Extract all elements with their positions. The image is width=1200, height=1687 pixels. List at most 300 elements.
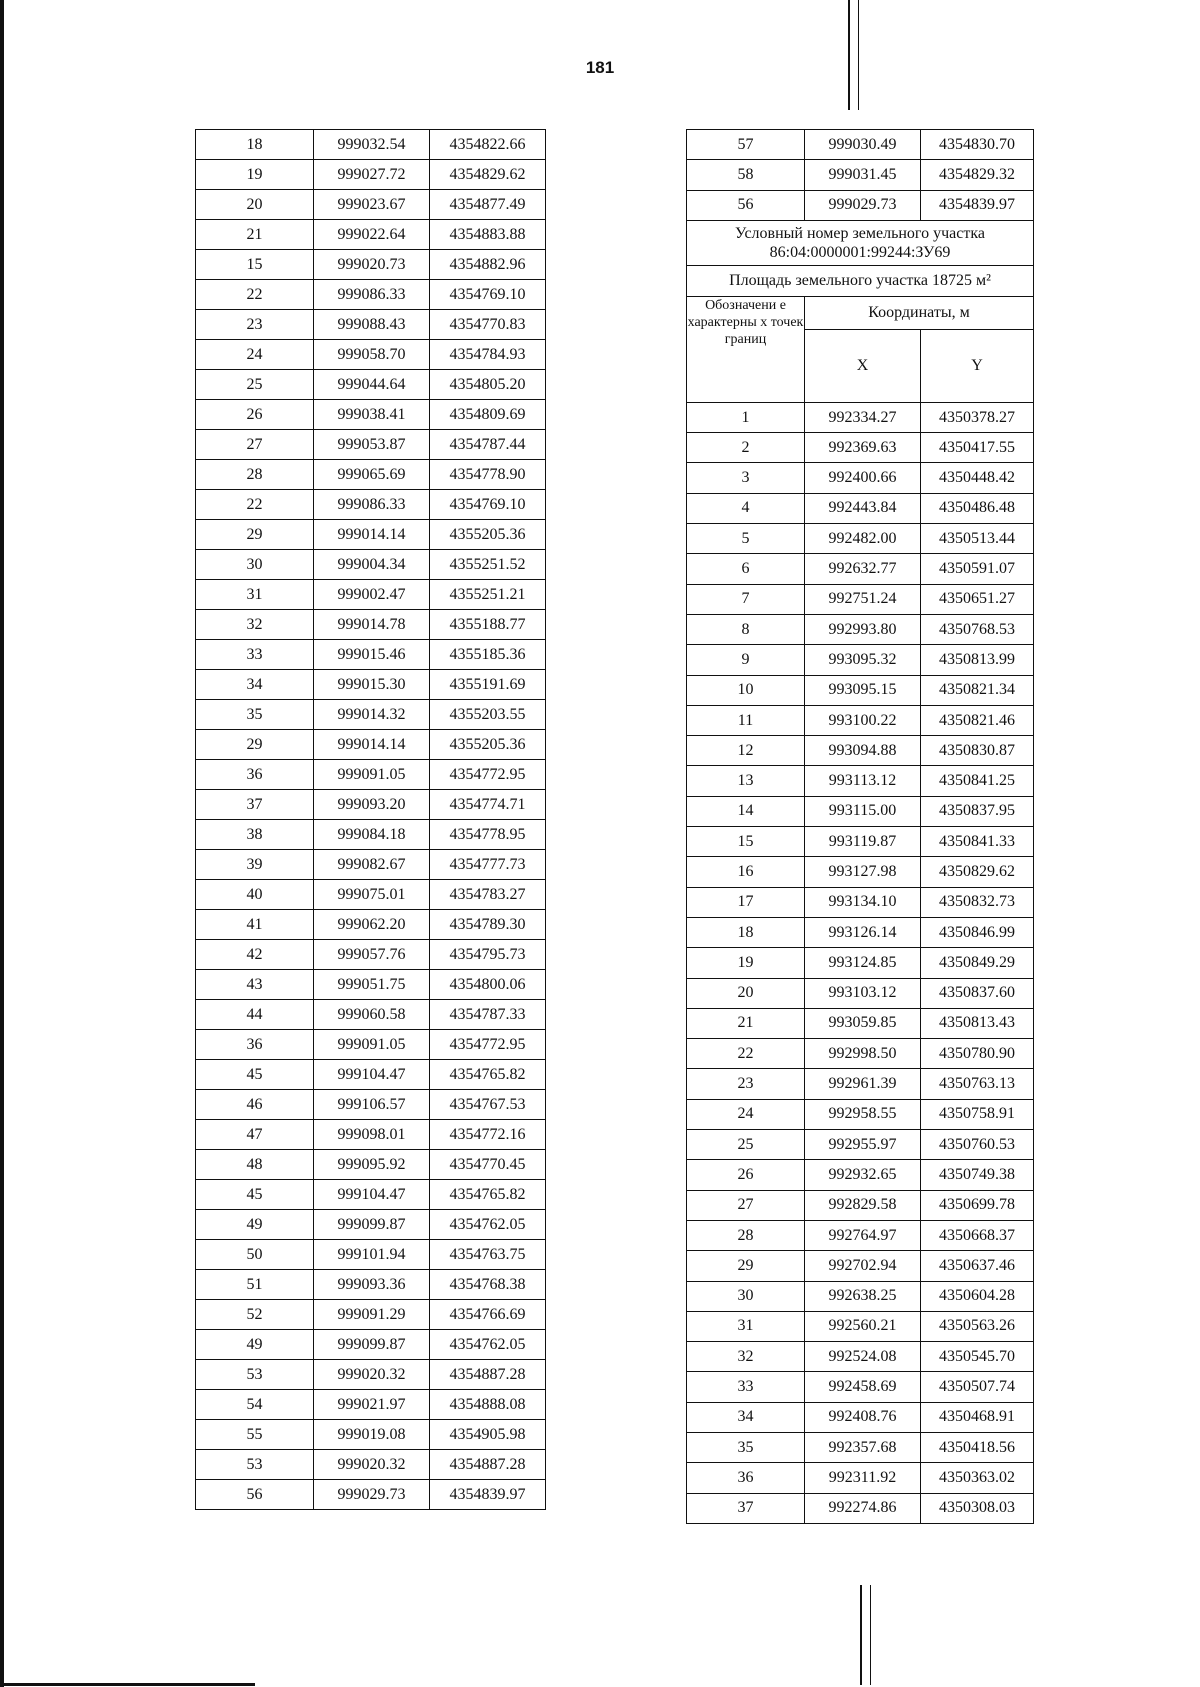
- table-row: [687, 493, 1034, 523]
- y-coordinate: 4354809.69: [430, 400, 546, 430]
- x-coordinate: 993095.15: [805, 675, 921, 705]
- left-table-body: [196, 130, 546, 1510]
- table-row: [687, 1493, 1034, 1523]
- table-row: [687, 1402, 1034, 1432]
- x-coordinate: 999095.92: [314, 1150, 430, 1180]
- table-row: [687, 1372, 1034, 1402]
- coordinates-header: Координаты, м: [805, 296, 1034, 329]
- x-coordinate: 992369.63: [805, 433, 921, 463]
- x-coordinate: 992560.21: [805, 1311, 921, 1341]
- point-number: 26: [687, 1160, 805, 1190]
- x-coordinate: 999053.87: [314, 430, 430, 460]
- x-coordinate: 993113.12: [805, 766, 921, 796]
- table-row: [687, 160, 1034, 190]
- x-coordinate: 999104.47: [314, 1180, 430, 1210]
- x-coordinate: 999086.33: [314, 280, 430, 310]
- y-coordinate: 4354882.96: [430, 250, 546, 280]
- table-row: [196, 730, 546, 760]
- plot-title: Условный номер земельного участка 86:04:0000001:99244:ЗУ69: [687, 220, 1034, 265]
- y-coordinate: 4350832.73: [921, 887, 1034, 917]
- table-row: [687, 1281, 1034, 1311]
- point-number: 20: [196, 190, 314, 220]
- x-coordinate: 999004.34: [314, 550, 430, 580]
- table-row: [687, 705, 1034, 735]
- plot-area-row: [687, 265, 1034, 296]
- point-number: 52: [196, 1300, 314, 1330]
- y-coordinate: 4350418.56: [921, 1432, 1034, 1462]
- table-row: [196, 190, 546, 220]
- x-coordinate: 999093.36: [314, 1270, 430, 1300]
- point-number: 36: [196, 760, 314, 790]
- x-coordinate: 992334.27: [805, 402, 921, 432]
- y-coordinate: 4354762.05: [430, 1330, 546, 1360]
- point-number: 36: [687, 1463, 805, 1493]
- table-row: [196, 1450, 546, 1480]
- table-row: [687, 130, 1034, 160]
- y-coordinate: 4354777.73: [430, 850, 546, 880]
- x-coordinate: 999099.87: [314, 1330, 430, 1360]
- y-coordinate: 4350846.99: [921, 917, 1034, 947]
- x-coordinate: 993119.87: [805, 827, 921, 857]
- page-number: 181: [585, 58, 615, 77]
- bottom-edge-line: [0, 1683, 255, 1686]
- x-coordinate: 992311.92: [805, 1463, 921, 1493]
- point-number: 4: [687, 493, 805, 523]
- x-coordinate: 999030.49: [805, 130, 921, 160]
- y-coordinate: 4354784.93: [430, 340, 546, 370]
- point-number: 45: [196, 1060, 314, 1090]
- x-coordinate: 999093.20: [314, 790, 430, 820]
- y-coordinate: 4350829.62: [921, 857, 1034, 887]
- table-row: [196, 790, 546, 820]
- x-coordinate: 992482.00: [805, 524, 921, 554]
- x-coordinate: 999002.47: [314, 580, 430, 610]
- x-coordinate: 999057.76: [314, 940, 430, 970]
- y-coordinate: 4354763.75: [430, 1240, 546, 1270]
- point-number: 50: [196, 1240, 314, 1270]
- table-row: [196, 1420, 546, 1450]
- point-number: 28: [687, 1220, 805, 1250]
- x-coordinate: 999106.57: [314, 1090, 430, 1120]
- x-coordinate: 992408.76: [805, 1402, 921, 1432]
- x-coordinate: 992998.50: [805, 1039, 921, 1069]
- x-coordinate: 999014.32: [314, 700, 430, 730]
- table-row: [196, 430, 546, 460]
- x-coordinate: 992958.55: [805, 1099, 921, 1129]
- y-coordinate: 4350604.28: [921, 1281, 1034, 1311]
- table-row: [687, 827, 1034, 857]
- x-coordinate: 999038.41: [314, 400, 430, 430]
- point-number: 15: [687, 827, 805, 857]
- y-coordinate: 4350591.07: [921, 554, 1034, 584]
- y-coordinate: 4354839.97: [921, 190, 1034, 220]
- table-row: [687, 190, 1034, 220]
- point-number: 39: [196, 850, 314, 880]
- point-number: 29: [196, 730, 314, 760]
- table-row: [196, 1150, 546, 1180]
- table-row: [687, 887, 1034, 917]
- point-number: 8: [687, 614, 805, 644]
- table-row: [196, 820, 546, 850]
- y-coordinate: 4354789.30: [430, 910, 546, 940]
- x-coordinate: 999023.67: [314, 190, 430, 220]
- x-coordinate: 993127.98: [805, 857, 921, 887]
- table-row: [687, 1311, 1034, 1341]
- table-row: [687, 1190, 1034, 1220]
- table-row: [687, 1342, 1034, 1372]
- y-coordinate: 4354772.16: [430, 1120, 546, 1150]
- y-coordinate: 4350637.46: [921, 1251, 1034, 1281]
- x-coordinate: 999075.01: [314, 880, 430, 910]
- table-row: [196, 700, 546, 730]
- x-coordinate: 999086.33: [314, 490, 430, 520]
- point-number: 21: [687, 1008, 805, 1038]
- point-number: 25: [196, 370, 314, 400]
- y-coordinate: 4354829.32: [921, 160, 1034, 190]
- x-coordinate: 999029.73: [314, 1480, 430, 1510]
- table-row: [687, 1432, 1034, 1462]
- table-row: [687, 1130, 1034, 1160]
- point-number: 35: [196, 700, 314, 730]
- point-number: 13: [687, 766, 805, 796]
- boundary-points-header: Обозначени е характерны х точек границ: [687, 296, 805, 402]
- x-coordinate: 999091.29: [314, 1300, 430, 1330]
- binding-line-bottom-2: [870, 1585, 871, 1685]
- y-coordinate: 4354805.20: [430, 370, 546, 400]
- point-number: 54: [196, 1390, 314, 1420]
- table-row: [196, 1390, 546, 1420]
- table-row: [687, 1008, 1034, 1038]
- y-coordinate: 4350378.27: [921, 402, 1034, 432]
- x-coordinate: 992274.86: [805, 1493, 921, 1523]
- y-coordinate: 4350780.90: [921, 1039, 1034, 1069]
- point-number: 24: [687, 1099, 805, 1129]
- x-coordinate: 999060.58: [314, 1000, 430, 1030]
- x-coordinate: 999014.14: [314, 520, 430, 550]
- y-coordinate: 4355185.36: [430, 640, 546, 670]
- y-coordinate: 4354787.33: [430, 1000, 546, 1030]
- plot-area: Площадь земельного участка 18725 м²: [687, 265, 1034, 296]
- x-coordinate: 999091.05: [314, 760, 430, 790]
- table-row: [196, 1030, 546, 1060]
- point-number: 23: [196, 310, 314, 340]
- point-number: 32: [687, 1342, 805, 1372]
- table-row: [687, 584, 1034, 614]
- point-number: 29: [687, 1251, 805, 1281]
- x-coordinate: 999014.14: [314, 730, 430, 760]
- y-coordinate: 4350763.13: [921, 1069, 1034, 1099]
- y-coordinate: 4354822.66: [430, 130, 546, 160]
- y-coordinate: 4350849.29: [921, 948, 1034, 978]
- table-row: [196, 370, 546, 400]
- y-coordinate: 4355191.69: [430, 670, 546, 700]
- x-coordinate: 999088.43: [314, 310, 430, 340]
- point-number: 53: [196, 1360, 314, 1390]
- point-number: 19: [196, 160, 314, 190]
- point-number: 34: [687, 1402, 805, 1432]
- table-row: [687, 796, 1034, 826]
- point-number: 35: [687, 1432, 805, 1462]
- table-row: [687, 857, 1034, 887]
- point-number: 16: [687, 857, 805, 887]
- x-coordinate: 992458.69: [805, 1372, 921, 1402]
- table-row: [687, 463, 1034, 493]
- y-coordinate: 4350545.70: [921, 1342, 1034, 1372]
- y-coordinate: 4354887.28: [430, 1450, 546, 1480]
- y-coordinate: 4350841.25: [921, 766, 1034, 796]
- x-coordinate: 993094.88: [805, 736, 921, 766]
- y-coordinate: 4354772.95: [430, 760, 546, 790]
- y-coordinate: 4355205.36: [430, 520, 546, 550]
- x-coordinate: 992443.84: [805, 493, 921, 523]
- table-row: [687, 402, 1034, 432]
- x-coordinate: 999020.32: [314, 1450, 430, 1480]
- x-coordinate: 992400.66: [805, 463, 921, 493]
- y-coordinate: 4350513.44: [921, 524, 1034, 554]
- table-row: [687, 614, 1034, 644]
- point-number: 33: [687, 1372, 805, 1402]
- table-row: [196, 520, 546, 550]
- point-number: 27: [687, 1190, 805, 1220]
- x-coordinate: 992955.97: [805, 1130, 921, 1160]
- x-coordinate: 999021.97: [314, 1390, 430, 1420]
- point-number: 28: [196, 460, 314, 490]
- table-row: [196, 460, 546, 490]
- point-number: 51: [196, 1270, 314, 1300]
- table-row: [687, 948, 1034, 978]
- point-number: 17: [687, 887, 805, 917]
- table-row: [687, 766, 1034, 796]
- y-coordinate: 4354762.05: [430, 1210, 546, 1240]
- y-coordinate: 4350448.42: [921, 463, 1034, 493]
- point-number: 26: [196, 400, 314, 430]
- x-coordinate: 992961.39: [805, 1069, 921, 1099]
- x-coordinate: 992993.80: [805, 614, 921, 644]
- table-row: [196, 220, 546, 250]
- x-coordinate: 999082.67: [314, 850, 430, 880]
- y-coordinate: 4350563.26: [921, 1311, 1034, 1341]
- y-coordinate: 4350821.34: [921, 675, 1034, 705]
- x-coordinate: 999084.18: [314, 820, 430, 850]
- table-row: [196, 280, 546, 310]
- point-number: 56: [196, 1480, 314, 1510]
- point-number: 6: [687, 554, 805, 584]
- table-row: [196, 1210, 546, 1240]
- point-number: 37: [196, 790, 314, 820]
- x-coordinate: 999051.75: [314, 970, 430, 1000]
- y-coordinate: 4350507.74: [921, 1372, 1034, 1402]
- x-coordinate: 992632.77: [805, 554, 921, 584]
- x-coordinate: 999022.64: [314, 220, 430, 250]
- point-number: 29: [196, 520, 314, 550]
- plot-header: [687, 220, 1034, 402]
- y-coordinate: 4354768.38: [430, 1270, 546, 1300]
- y-coordinate: 4354887.28: [430, 1360, 546, 1390]
- table-row: [687, 554, 1034, 584]
- y-coordinate: 4354839.97: [430, 1480, 546, 1510]
- y-coordinate: 4350841.33: [921, 827, 1034, 857]
- y-coordinate: 4350830.87: [921, 736, 1034, 766]
- table-row: [687, 978, 1034, 1008]
- point-number: 31: [196, 580, 314, 610]
- table-row: [196, 1300, 546, 1330]
- x-header: X: [805, 329, 921, 402]
- x-coordinate: 993134.10: [805, 887, 921, 917]
- point-number: 49: [196, 1330, 314, 1360]
- table-row: [196, 1060, 546, 1090]
- x-coordinate: 999098.01: [314, 1120, 430, 1150]
- point-number: 33: [196, 640, 314, 670]
- y-coordinate: 4350308.03: [921, 1493, 1034, 1523]
- table-row: [196, 1090, 546, 1120]
- y-coordinate: 4350837.95: [921, 796, 1034, 826]
- y-coordinate: 4355251.21: [430, 580, 546, 610]
- table-row: [196, 1360, 546, 1390]
- point-number: 2: [687, 433, 805, 463]
- table-row: [687, 1039, 1034, 1069]
- x-coordinate: 993059.85: [805, 1008, 921, 1038]
- point-number: 24: [196, 340, 314, 370]
- y-coordinate: 4354877.49: [430, 190, 546, 220]
- table-row: [196, 640, 546, 670]
- table-row: [196, 670, 546, 700]
- point-number: 41: [196, 910, 314, 940]
- table-row: [687, 1069, 1034, 1099]
- y-coordinate: 4350749.38: [921, 1160, 1034, 1190]
- binding-line-top: [848, 0, 850, 110]
- table-row: [196, 550, 546, 580]
- y-coordinate: 4354769.10: [430, 490, 546, 520]
- point-number: 58: [687, 160, 805, 190]
- y-coordinate: 4350813.43: [921, 1008, 1034, 1038]
- table-row: [196, 880, 546, 910]
- y-coordinate: 4354769.10: [430, 280, 546, 310]
- table-row: [196, 1330, 546, 1360]
- x-coordinate: 999058.70: [314, 340, 430, 370]
- point-number: 19: [687, 948, 805, 978]
- point-number: 40: [196, 880, 314, 910]
- x-coordinate: 999065.69: [314, 460, 430, 490]
- y-coordinate: 4354888.08: [430, 1390, 546, 1420]
- table-row: [196, 760, 546, 790]
- table-row: [196, 970, 546, 1000]
- point-number: 5: [687, 524, 805, 554]
- y-coordinate: 4354905.98: [430, 1420, 546, 1450]
- y-coordinate: 4350668.37: [921, 1220, 1034, 1250]
- y-coordinate: 4355251.52: [430, 550, 546, 580]
- table-row: [196, 1240, 546, 1270]
- point-number: 22: [196, 280, 314, 310]
- point-number: 53: [196, 1450, 314, 1480]
- table-row: [196, 250, 546, 280]
- y-coordinate: 4354787.44: [430, 430, 546, 460]
- x-coordinate: 999019.08: [314, 1420, 430, 1450]
- point-number: 36: [196, 1030, 314, 1060]
- table-row: [196, 160, 546, 190]
- y-coordinate: 4354830.70: [921, 130, 1034, 160]
- x-coordinate: 993095.32: [805, 645, 921, 675]
- table-row: [687, 1463, 1034, 1493]
- y-coordinate: 4350699.78: [921, 1190, 1034, 1220]
- x-coordinate: 999031.45: [805, 160, 921, 190]
- point-number: 34: [196, 670, 314, 700]
- table-row: [687, 1160, 1034, 1190]
- table-row: [196, 910, 546, 940]
- x-coordinate: 999020.73: [314, 250, 430, 280]
- y-coordinate: 4350486.48: [921, 493, 1034, 523]
- point-number: 23: [687, 1069, 805, 1099]
- y-coordinate: 4354767.53: [430, 1090, 546, 1120]
- table-row: [196, 130, 546, 160]
- point-number: 18: [687, 917, 805, 947]
- table-row: [687, 736, 1034, 766]
- table-row: [196, 1180, 546, 1210]
- x-coordinate: 999015.30: [314, 670, 430, 700]
- y-coordinate: 4354774.71: [430, 790, 546, 820]
- table-row: [196, 580, 546, 610]
- table-row: [687, 1099, 1034, 1129]
- table-row: [687, 1251, 1034, 1281]
- point-number: 18: [196, 130, 314, 160]
- y-coordinate: 4350768.53: [921, 614, 1034, 644]
- x-coordinate: 999101.94: [314, 1240, 430, 1270]
- column-header-row: [687, 296, 1034, 329]
- y-coordinate: 4350821.46: [921, 705, 1034, 735]
- table-row: [687, 675, 1034, 705]
- right-coordinates-table: [686, 129, 1034, 1524]
- x-coordinate: 992829.58: [805, 1190, 921, 1220]
- point-number: 57: [687, 130, 805, 160]
- x-coordinate: 992932.65: [805, 1160, 921, 1190]
- point-number: 32: [196, 610, 314, 640]
- y-coordinate: 4354765.82: [430, 1060, 546, 1090]
- point-number: 9: [687, 645, 805, 675]
- table-row: [687, 917, 1034, 947]
- table-row: [196, 1270, 546, 1300]
- point-number: 21: [196, 220, 314, 250]
- x-coordinate: 992751.24: [805, 584, 921, 614]
- x-coordinate: 999015.46: [314, 640, 430, 670]
- plot-title-row: [687, 220, 1034, 265]
- x-coordinate: 993100.22: [805, 705, 921, 735]
- point-number: 47: [196, 1120, 314, 1150]
- y-coordinate: 4355205.36: [430, 730, 546, 760]
- point-number: 42: [196, 940, 314, 970]
- binding-line-top-2: [858, 0, 859, 110]
- y-coordinate: 4350417.55: [921, 433, 1034, 463]
- table-row: [196, 400, 546, 430]
- y-coordinate: 4350468.91: [921, 1402, 1034, 1432]
- point-number: 55: [196, 1420, 314, 1450]
- x-coordinate: 992702.94: [805, 1251, 921, 1281]
- point-number: 22: [196, 490, 314, 520]
- table-row: [196, 1000, 546, 1030]
- y-coordinate: 4354778.90: [430, 460, 546, 490]
- x-coordinate: 999027.72: [314, 160, 430, 190]
- point-number: 11: [687, 705, 805, 735]
- x-coordinate: 999020.32: [314, 1360, 430, 1390]
- x-coordinate: 993124.85: [805, 948, 921, 978]
- y-coordinate: 4354783.27: [430, 880, 546, 910]
- binding-line-bottom: [860, 1585, 862, 1685]
- x-coordinate: 999062.20: [314, 910, 430, 940]
- y-coordinate: 4350651.27: [921, 584, 1034, 614]
- table-row: [196, 490, 546, 520]
- point-number: 22: [687, 1039, 805, 1069]
- point-number: 43: [196, 970, 314, 1000]
- point-number: 56: [687, 190, 805, 220]
- point-number: 25: [687, 1130, 805, 1160]
